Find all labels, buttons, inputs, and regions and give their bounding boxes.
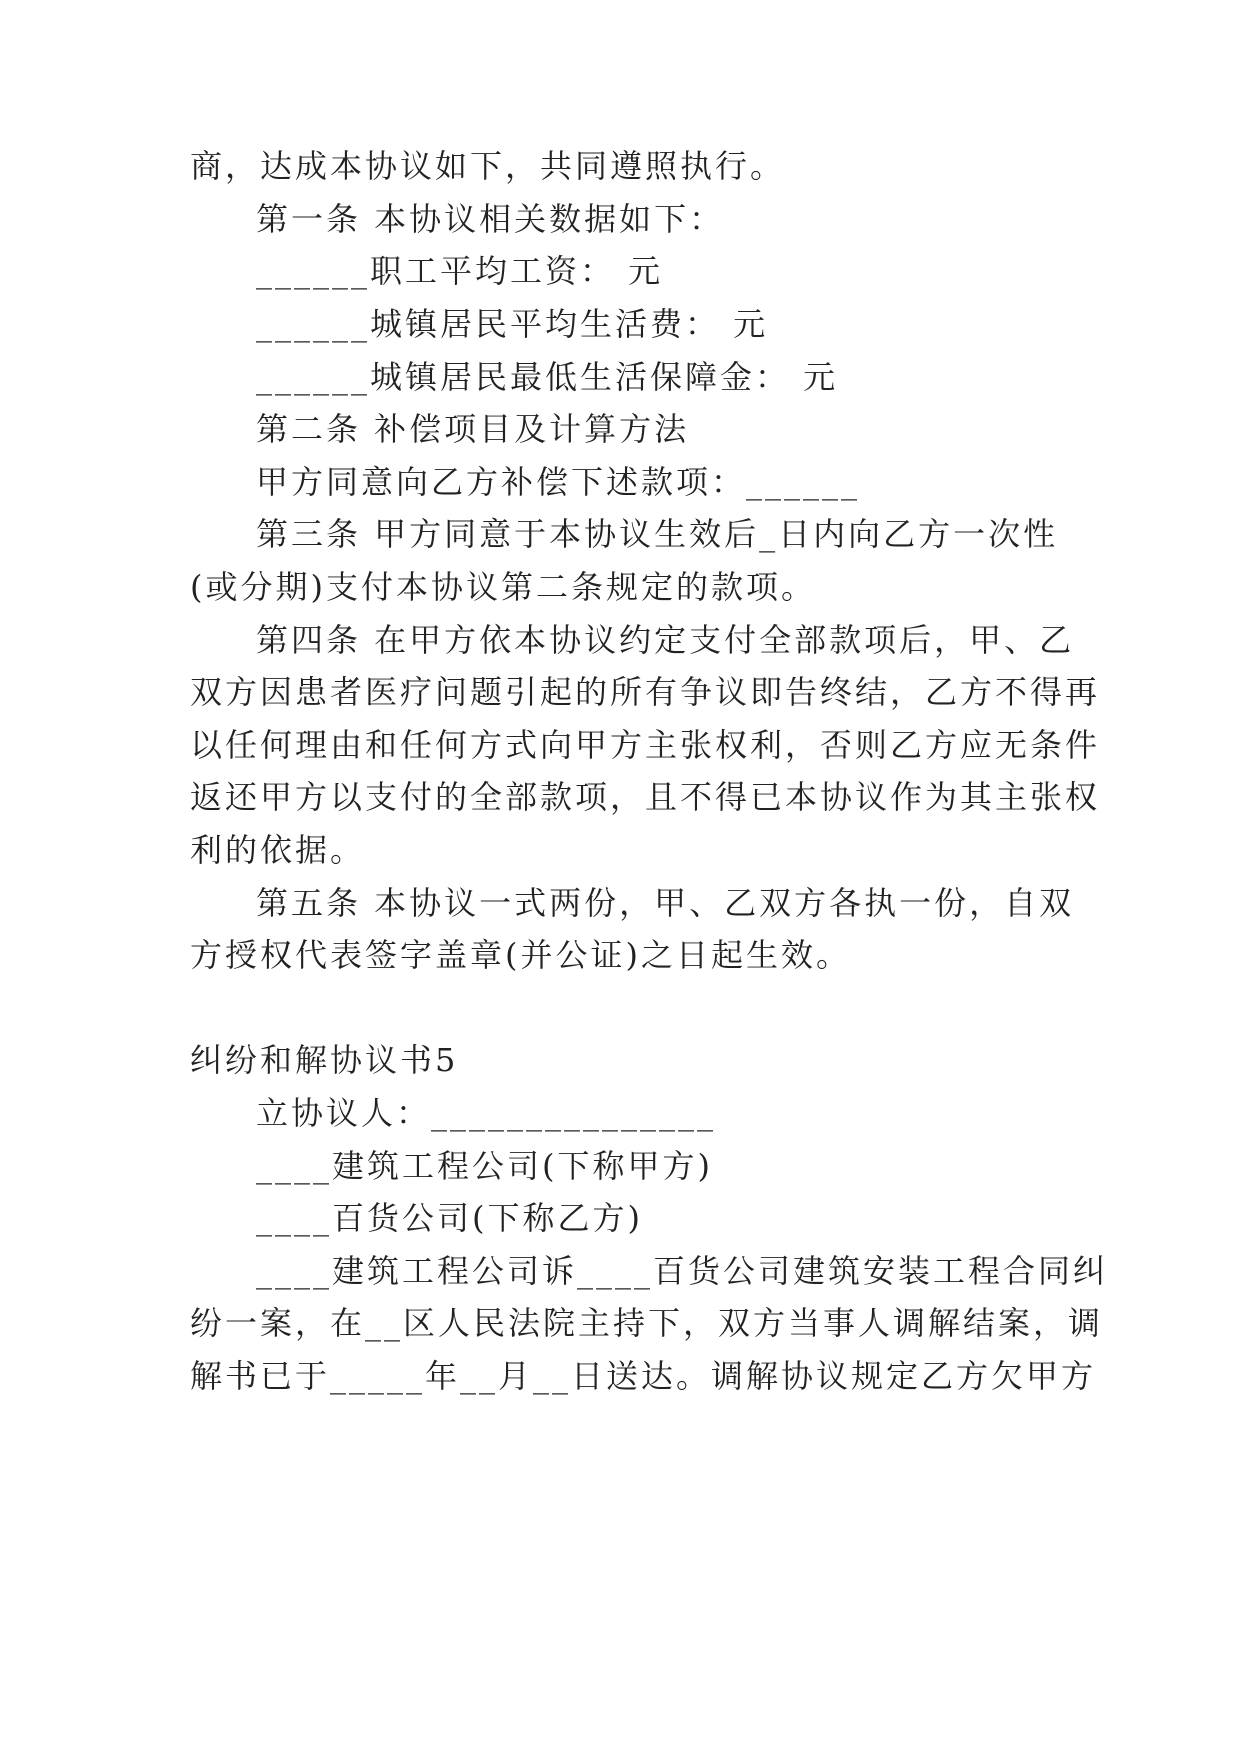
article-1-heading: 第一条 本协议相关数据如下： [256, 200, 725, 238]
data-field-average-wage: ______职工平均工资： 元 [256, 252, 664, 290]
section-title: 纠纷和解协议书5 [190, 1041, 459, 1079]
article-3-line: 第三条 甲方同意于本协议生效后_日内向乙方一次性 [256, 515, 1059, 553]
article-4-line: 以任何理由和任何方式向甲方主张权利，否则乙方应无条件 [190, 726, 1101, 764]
party-line: 立协议人：_______________ [256, 1094, 717, 1132]
paragraph-line: ____建筑工程公司诉____百货公司建筑安装工程合同纠 [256, 1252, 1109, 1290]
data-field-minimum-security: ______城镇居民最低生活保障金： 元 [256, 358, 839, 396]
paragraph-line: 甲方同意向乙方补偿下述款项：______ [256, 463, 861, 501]
article-4-line: 双方因患者医疗问题引起的所有争议即告终结，乙方不得再 [190, 673, 1101, 711]
article-3-line: (或分期)支付本协议第二条规定的款项。 [190, 568, 816, 606]
article-5-line: 第五条 本协议一式两份，甲、乙双方各执一份，自双 [256, 884, 1075, 922]
paragraph-line: 商，达成本协议如下，共同遵照执行。 [190, 147, 786, 185]
party-line: ____百货公司(下称乙方) [256, 1199, 643, 1237]
party-line: ____建筑工程公司(下称甲方) [256, 1147, 713, 1185]
data-field-living-cost: ______城镇居民平均生活费： 元 [256, 305, 769, 343]
article-4-line: 利的依据。 [190, 831, 366, 869]
article-2-heading: 第二条 补偿项目及计算方法 [256, 410, 690, 448]
paragraph-line: 纷一案，在__区人民法院主持下，双方当事人调解结案，调 [190, 1304, 1104, 1342]
article-4-line: 第四条 在甲方依本协议约定支付全部款项后，甲、乙 [256, 621, 1075, 659]
paragraph-line: 解书已于_____年__月__日送达。调解协议规定乙方欠甲方 [190, 1357, 1097, 1395]
article-4-line: 返还甲方以支付的全部款项，且不得已本协议作为其主张权 [190, 778, 1101, 816]
article-5-line: 方授权代表签字盖章(并公证)之日起生效。 [190, 936, 851, 974]
